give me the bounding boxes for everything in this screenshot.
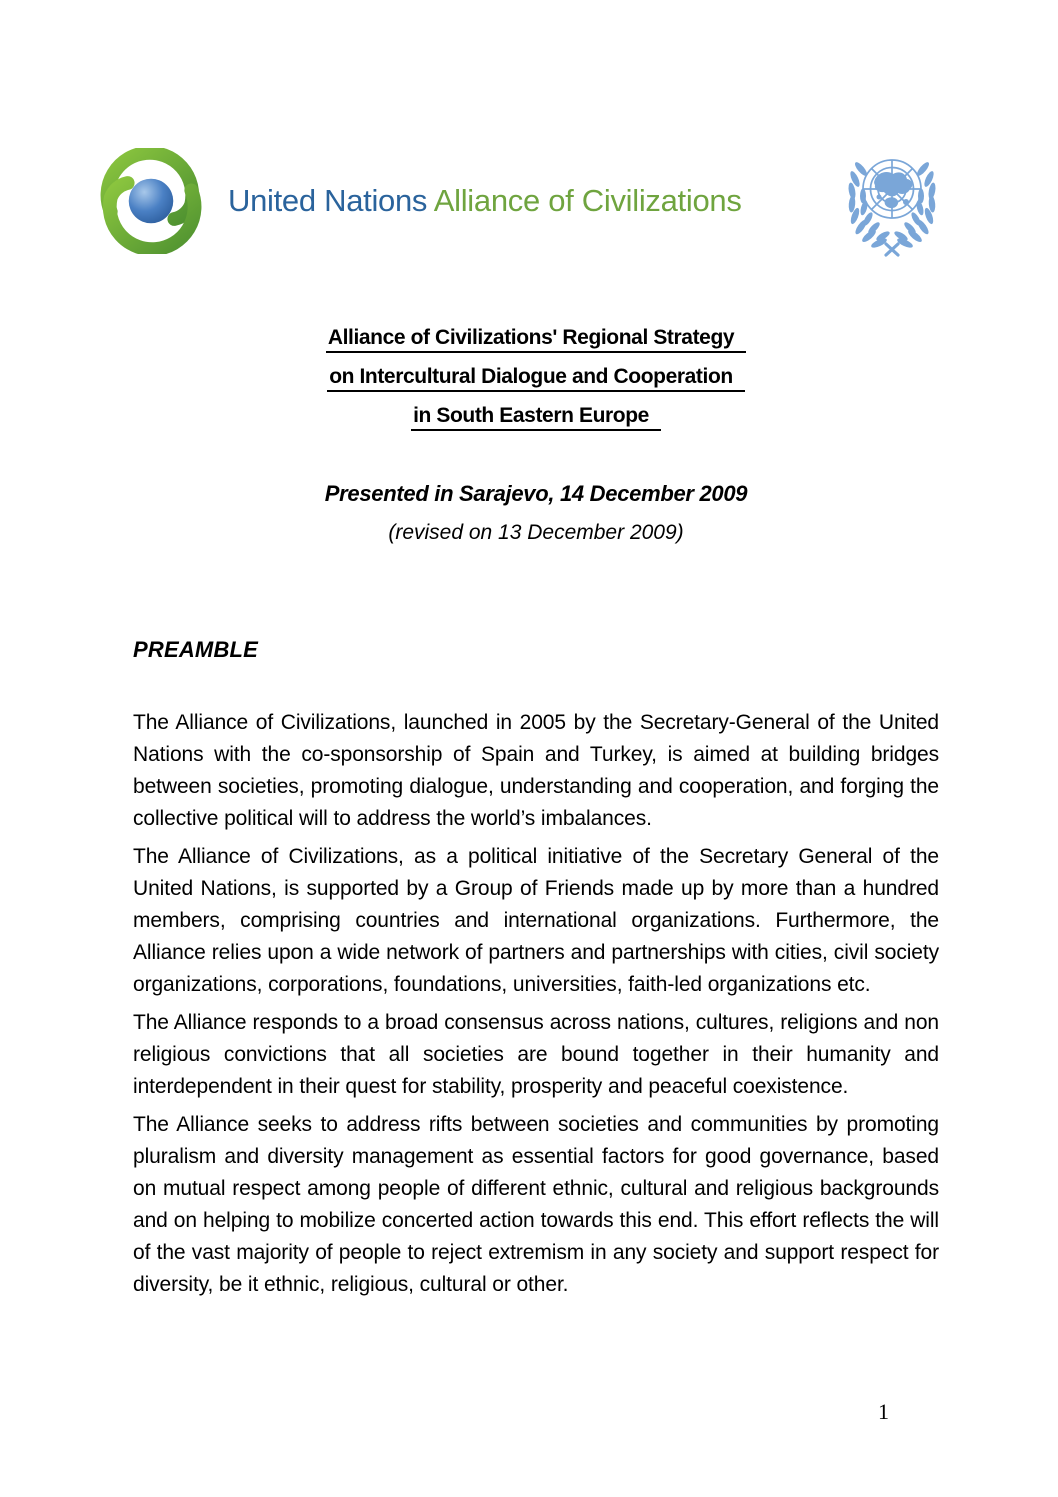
- wordmark-alliance-of-civilizations: Alliance of Civilizations: [433, 183, 742, 218]
- unaoc-wordmark: [228, 183, 742, 219]
- title-text-2: on Intercultural Dialogue and Cooperation: [327, 365, 745, 392]
- document-body: [133, 326, 939, 1307]
- page-number: 1: [878, 1399, 889, 1424]
- paragraph-4: The Alliance seeks to address rifts between societies and communities by promoting pluralism and diversity management as essential factors for good governance, based on mutual respect among people of different ethnic, cultural and religious backgrounds and on helping to mobilize concerted action towards this end. This effort reflects the will of the vast majority of people to reject extremism in any society and support respect for diversity, be it ethnic, religious, cultural or other.: [133, 1113, 939, 1296]
- date-block: [133, 481, 939, 545]
- section-heading-preamble: PREAMBLE: [133, 637, 259, 662]
- paragraph-3: The Alliance responds to a broad consensus across nations, cultures, religions and non religious convictions that all societies are bound together in their humanity and interdependent in their quest for stability, prosperity and peaceful coexistence.: [133, 1011, 939, 1098]
- presented-line: Presented in Sarajevo, 14 December 2009: [324, 481, 748, 506]
- unaoc-swirl-icon: [98, 148, 204, 254]
- unaoc-logo: [98, 148, 742, 254]
- title-line-1: [133, 326, 939, 365]
- title-line-2: [133, 365, 939, 404]
- paragraph-2: The Alliance of Civilizations, as a political initiative of the Secretary General of the United Nations, is supported by a Group of Friends made up by more than a hundred members, comprising countries and international organizations. Furthermore, the Alliance relies upon a wide network of partners and partnerships with cities, civil society organizations, corporations, foundations, universities, faith-led organizations etc.: [133, 845, 939, 996]
- document-title: [133, 326, 939, 443]
- paragraph-1: The Alliance of Civilizations, launched in 2005 by the Secretary-General of the United Nations with the co-sponsorship of Spain and Turkey, is aimed at building bridges between societies, promoting dialogue, understanding and cooperation, and forging the collective political will to address the world’s imbalances.: [133, 711, 939, 830]
- title-text-1: Alliance of Civilizations' Regional Strategy: [326, 326, 746, 353]
- revised-line: (revised on 13 December 2009): [388, 521, 684, 544]
- title-line-3: [133, 404, 939, 443]
- title-text-3: in South Eastern Europe: [411, 404, 661, 431]
- un-emblem-icon: [842, 144, 942, 260]
- wordmark-united-nations: United Nations: [228, 183, 434, 218]
